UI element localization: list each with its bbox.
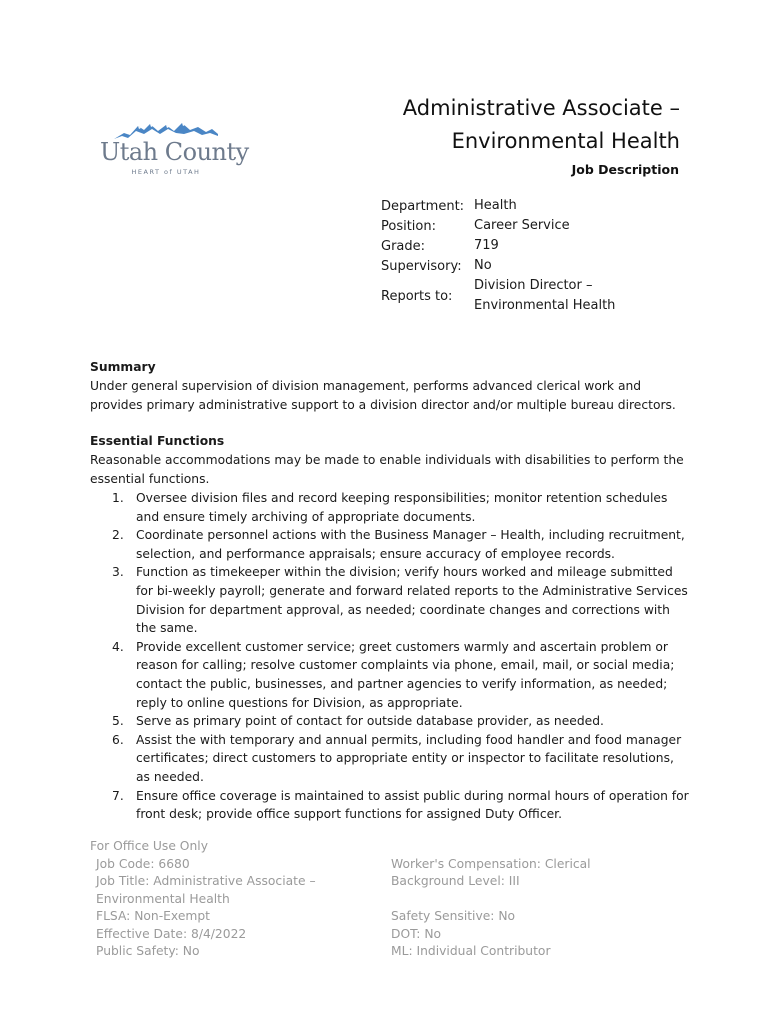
footer-background-level: Background Level: III <box>391 874 520 888</box>
info-label: Grade: <box>381 238 426 254</box>
info-row-position <box>381 216 691 236</box>
footer-ml: ML: Individual Contributor <box>391 944 551 958</box>
title-line-1: Administrative Associate – <box>402 96 680 120</box>
list-item-number: 5. <box>112 714 124 729</box>
footer-spacer <box>391 891 671 909</box>
summary-text: Under general supervision of division management, performs advanced clerical work and provides primary administrative support to a division director and/or multiple bureau directors. <box>90 379 676 412</box>
info-label: Reports to: <box>381 288 453 304</box>
essential-functions-heading: Essential Functions <box>90 434 225 448</box>
info-label: Department: <box>381 198 465 214</box>
list-item-number: 2. <box>112 528 124 543</box>
page-subtitle: Job Description <box>571 162 679 177</box>
page-title <box>340 92 680 158</box>
list-item-number: 4. <box>112 639 124 654</box>
footer-flsa: FLSA: Non-Exempt <box>96 909 210 923</box>
info-row-supervisory <box>381 256 691 276</box>
info-value: Division Director – Environmental Health <box>474 278 616 313</box>
utah-county-logo <box>100 120 249 182</box>
list-item-number: 7. <box>112 788 124 803</box>
list-item-text: Assist the with temporary and annual permits, including food handler and food manager certificates; direct customers to appropriate entity or inspector to facilitate resolutions, as needed. <box>136 732 682 784</box>
list-item <box>90 787 690 824</box>
info-row-department <box>381 196 691 216</box>
list-item <box>90 526 690 563</box>
footer-dot: DOT: No <box>391 926 442 941</box>
footer-safety-sensitive: Safety Sensitive: No <box>391 909 516 923</box>
logo-wordmark: Utah County <box>100 138 249 166</box>
list-item-number: 1. <box>112 491 124 505</box>
list-item-number: 3. <box>112 565 124 580</box>
info-row-grade <box>381 236 691 256</box>
footer-left-column <box>96 856 326 961</box>
list-item <box>90 563 690 637</box>
info-row-reports-to <box>381 276 691 316</box>
footer-workers-comp: Worker's Compensation: Clerical <box>391 856 591 871</box>
info-value: Career Service <box>474 218 570 233</box>
mountain-icon <box>114 120 218 140</box>
footer-right-column <box>391 856 671 961</box>
list-item-text: Coordinate personnel actions with the Business Manager – Health, including recruitment, selection, and performance appraisals; ensure accuracy of employee records. <box>136 528 685 561</box>
footer-job-title-2: Environmental Health <box>96 891 230 906</box>
info-value: 719 <box>474 238 499 253</box>
list-item <box>90 731 690 787</box>
list-item-number: 6. <box>112 732 124 747</box>
footer-public-safety: Public Safety: No <box>96 944 200 958</box>
info-value: Health <box>474 198 517 213</box>
essential-functions-section <box>90 432 690 489</box>
footer-heading: For Office Use Only <box>90 839 208 853</box>
summary-heading: Summary <box>90 360 156 374</box>
list-item-text: Function as timekeeper within the division; verify hours worked and mileage submitted for bi-weekly payroll; generate and forward related reports to the Administrative Services Division for department approval, as needed; coordinate changes and corrections with the same. <box>136 565 688 636</box>
info-value: No <box>474 258 492 273</box>
footer-effective-date: Effective Date: 8/4/2022 <box>96 926 247 941</box>
info-label: Position: <box>381 218 436 234</box>
summary-section <box>90 358 690 415</box>
logo-tagline: HEART of UTAH <box>131 168 201 176</box>
list-item-text: Ensure office coverage is maintained to assist public during normal hours of operation for front desk; provide office support functions for assigned Duty Officer. <box>136 788 689 822</box>
essential-functions-intro: Reasonable accommodations may be made to enable individuals with disabilities to perform the essential functions. <box>90 453 684 486</box>
essential-functions-list <box>90 489 690 824</box>
list-item <box>90 712 690 731</box>
list-item-text: Serve as primary point of contact for outside database provider, as needed. <box>136 714 604 729</box>
info-label: Supervisory: <box>381 258 462 274</box>
office-use-footer <box>90 838 690 958</box>
position-info-table <box>381 196 691 316</box>
list-item <box>90 638 690 712</box>
title-line-2: Environmental Health <box>451 129 680 153</box>
footer-job-code: Job Code: 6680 <box>96 856 190 871</box>
footer-job-title-1: Job Title: Administrative Associate – <box>96 874 316 888</box>
list-item-text: Oversee division files and record keeping responsibilities; monitor retention schedules and ensure timely archiving of appropriate documents. <box>136 491 668 524</box>
list-item-text: Provide excellent customer service; greet customers warmly and ascertain problem or reason for calling; resolve customer complaints via phone, email, mail, or social media; contact the public, businesses, and partner agencies to verify information, as needed; reply to online questions for Division, as appropriate. <box>136 639 675 710</box>
list-item <box>90 489 690 526</box>
